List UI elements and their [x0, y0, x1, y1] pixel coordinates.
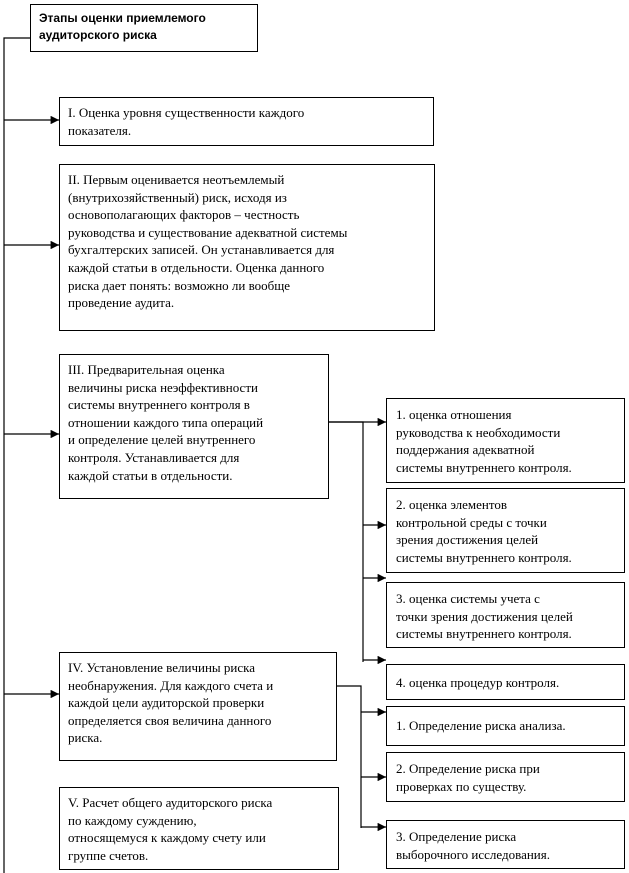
stage3-item-1-text: 1. оценка отношения руководства к необходимости поддержания адекватной системы внутреннего контроля. [396, 407, 572, 475]
stage3-item-4-text: 4. оценка процедур контроля. [396, 675, 560, 690]
stage4-item-1-text: 1. Определение риска анализа. [396, 718, 566, 733]
stage-3-text: III. Предварительная оценка величины риска неэффективности системы внутреннего контроля в отношении каждого типа операций и определение целей внутреннего контроля. Устанавливается для каждой статьи в отдельности. [68, 362, 264, 483]
stage4-item-2-box [386, 752, 625, 802]
stage3-item-1-box [386, 398, 625, 483]
stage4-item-3-text: 3. Определение риска выборочного исследования. [396, 829, 550, 862]
stage3-item-3-box [386, 582, 625, 648]
stage4-item-1-box [386, 706, 625, 746]
stage-1-box [59, 97, 434, 146]
diagram-title [30, 4, 258, 52]
stage3-item-3-text: 3. оценка системы учета с точки зрения достижения целей системы внутреннего контроля. [396, 591, 573, 642]
stage3-item-4-box [386, 664, 625, 700]
stage-4-box [59, 652, 337, 761]
stage4-item-3-box [386, 820, 625, 869]
stage-4-text: IV. Установление величины риска необнаружения. Для каждого счета и каждой цели аудиторской проверки определяется своя величина данного риска. [68, 660, 274, 746]
stage-3-box [59, 354, 329, 499]
stage3-item-2-text: 2. оценка элементов контрольной среды с точки зрения достижения целей системы внутреннего контроля. [396, 497, 572, 565]
stage-5-box [59, 787, 339, 870]
stage4-item-2-text: 2. Определение риска при проверках по существу. [396, 761, 540, 794]
stage3-item-2-box [386, 488, 625, 573]
stage-2-text: II. Первым оценивается неотъемлемый (внутрихозяйственный) риск, исходя из основополагающих факторов – честность руководства и существование адекватной системы бухгалтерских записей. Он устанавливается для каждой статьи в отдельности. Оценка данного риска дает понять: возможно ли вообще проведение аудита. [68, 172, 348, 311]
stage4-branch-line [337, 686, 361, 828]
stage-2-box [59, 164, 435, 331]
diagram-title-text: Этапы оценки приемлемого аудиторского риска [39, 11, 206, 42]
main-spine-line [4, 38, 37, 873]
stage-1-text: I. Оценка уровня существенности каждого показателя. [68, 105, 305, 138]
stage-5-text: V. Расчет общего аудиторского риска по каждому суждению, относящемуся к каждому счету или группе счетов. [68, 795, 273, 863]
stage3-branch-line [329, 422, 363, 662]
